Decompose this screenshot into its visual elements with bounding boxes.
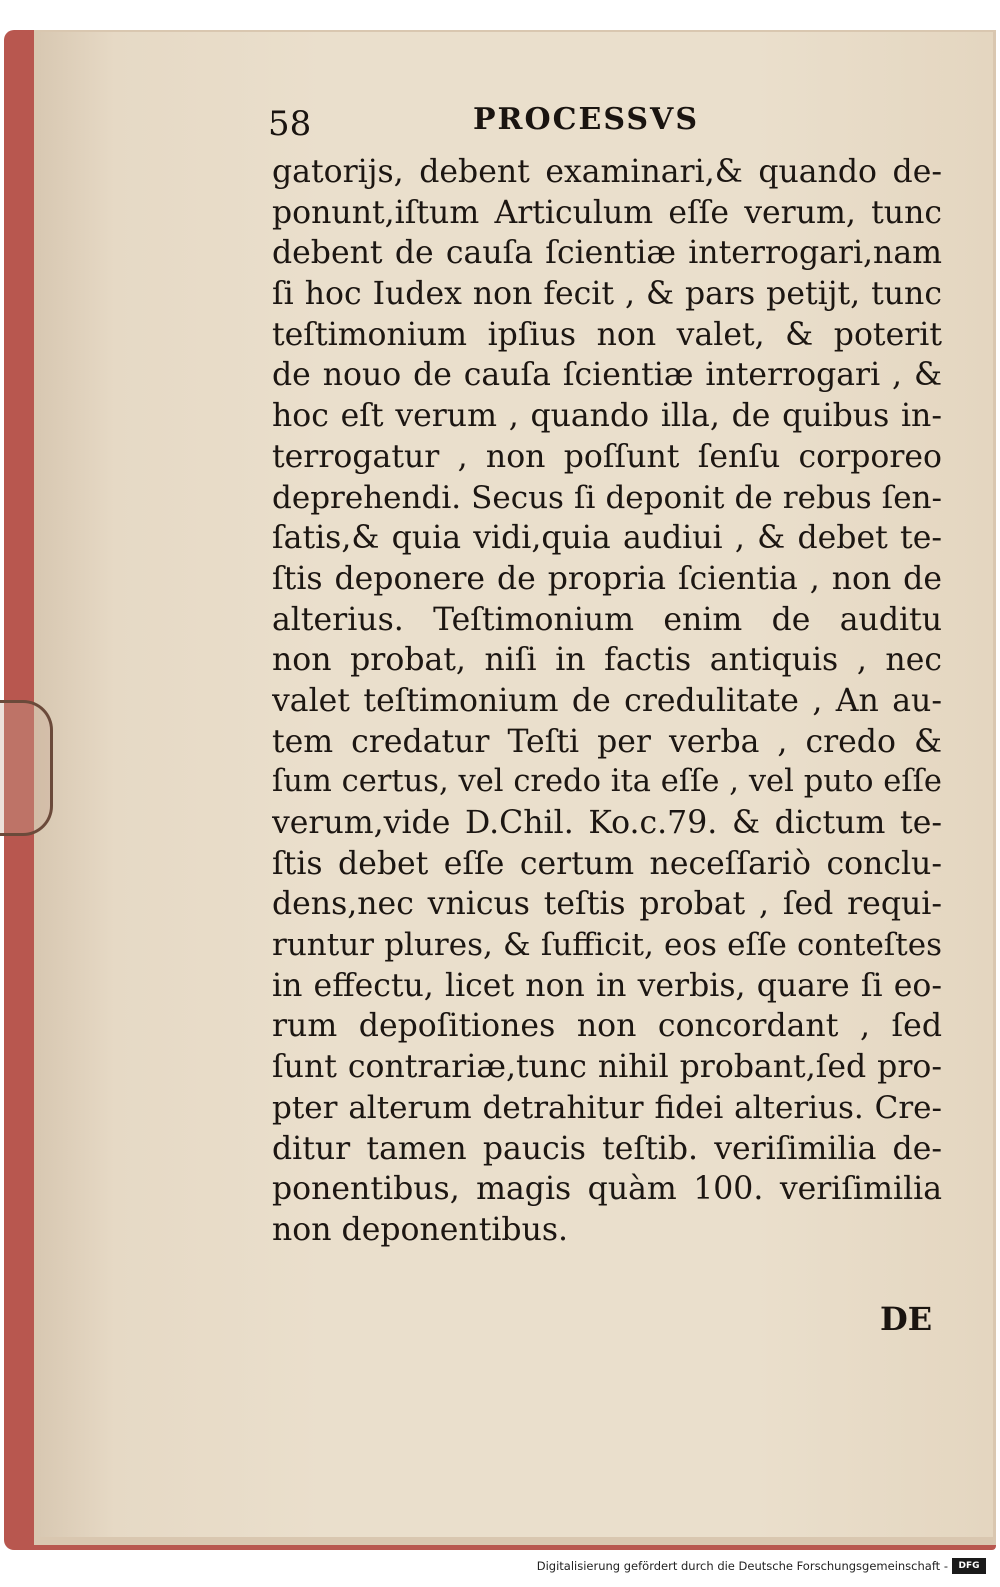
page-number: 58 xyxy=(268,104,312,144)
text-line: dens,nec vnicus teſtis probat , ſed requi- xyxy=(272,886,942,923)
text-line: ſunt contrariæ,tunc nihil probant,ſed pro- xyxy=(272,1049,942,1086)
catchword: DE xyxy=(880,1300,933,1338)
text-line: terrogatur , non poſſunt ſenſu corporeo xyxy=(272,438,942,475)
running-title: PROCESSVS xyxy=(473,102,699,137)
dfg-logo: DFG xyxy=(952,1558,986,1574)
footer-credit: Digitalisierung gefördert durch die Deutsche Forschungsgemeinschaft - xyxy=(536,1559,948,1573)
text-line: ſatis,& quia vidi,quia audiui , & debet te- xyxy=(272,520,942,557)
text-line: non probat, niſi in factis antiquis , nec xyxy=(272,642,942,679)
text-line: alterius. Teſtimonium enim de auditu xyxy=(272,601,942,638)
text-line: ſtis debet eſſe certum neceſſariò conclu- xyxy=(272,845,942,882)
text-line: debent de cauſa ſcientiæ interrogari,nam xyxy=(272,235,942,272)
page-header xyxy=(268,98,708,148)
text-line: ſum certus, vel credo ita eſſe , vel puto eſſe xyxy=(272,764,942,800)
text-line: in effectu, licet non in verbis, quare ſi eo- xyxy=(272,967,942,1004)
text-line: de nouo de cauſa ſcientiæ interrogari , & xyxy=(272,357,942,394)
text-line: verum,vide D.Chil. Ko.c.79. & dictum te- xyxy=(272,805,942,841)
text-line: ſi hoc Iudex non fecit , & pars petijt, tunc xyxy=(272,276,942,313)
text-line: teſtimonium ipſius non valet, & poterit xyxy=(272,316,942,353)
body-text xyxy=(272,152,942,1251)
text-line: ponunt,iſtum Articulum eſſe verum, tunc xyxy=(272,194,942,231)
text-line: runtur plures, & ſufficit, eos eſſe conteſtes xyxy=(272,927,942,964)
text-line: tem credatur Teſti per verba , credo & xyxy=(272,723,942,760)
text-line: deprehendi. Secus ſi deponit de rebus ſen- xyxy=(272,479,942,516)
text-line: ſtis deponere de propria ſcientia , non de xyxy=(272,560,942,597)
text-line: gatorijs, debent examinari,& quando de- xyxy=(272,154,942,190)
text-line: ditur tamen paucis teſtib. veriſimilia de- xyxy=(272,1130,942,1167)
text-line: pter alterum detrahitur fidei alterius. Cre- xyxy=(272,1089,942,1126)
text-line: valet teſtimonium de credulitate , An au- xyxy=(272,682,942,719)
text-line: non deponentibus. xyxy=(272,1211,569,1248)
book-clasp xyxy=(0,700,53,836)
text-line: rum depoſitiones non concordant , ſed xyxy=(272,1008,942,1045)
digitization-footer xyxy=(0,1551,1000,1587)
text-line: ponentibus, magis quàm 100. veriſimilia xyxy=(272,1171,942,1208)
text-line: hoc eſt verum , quando illa, de quibus in- xyxy=(272,398,942,435)
